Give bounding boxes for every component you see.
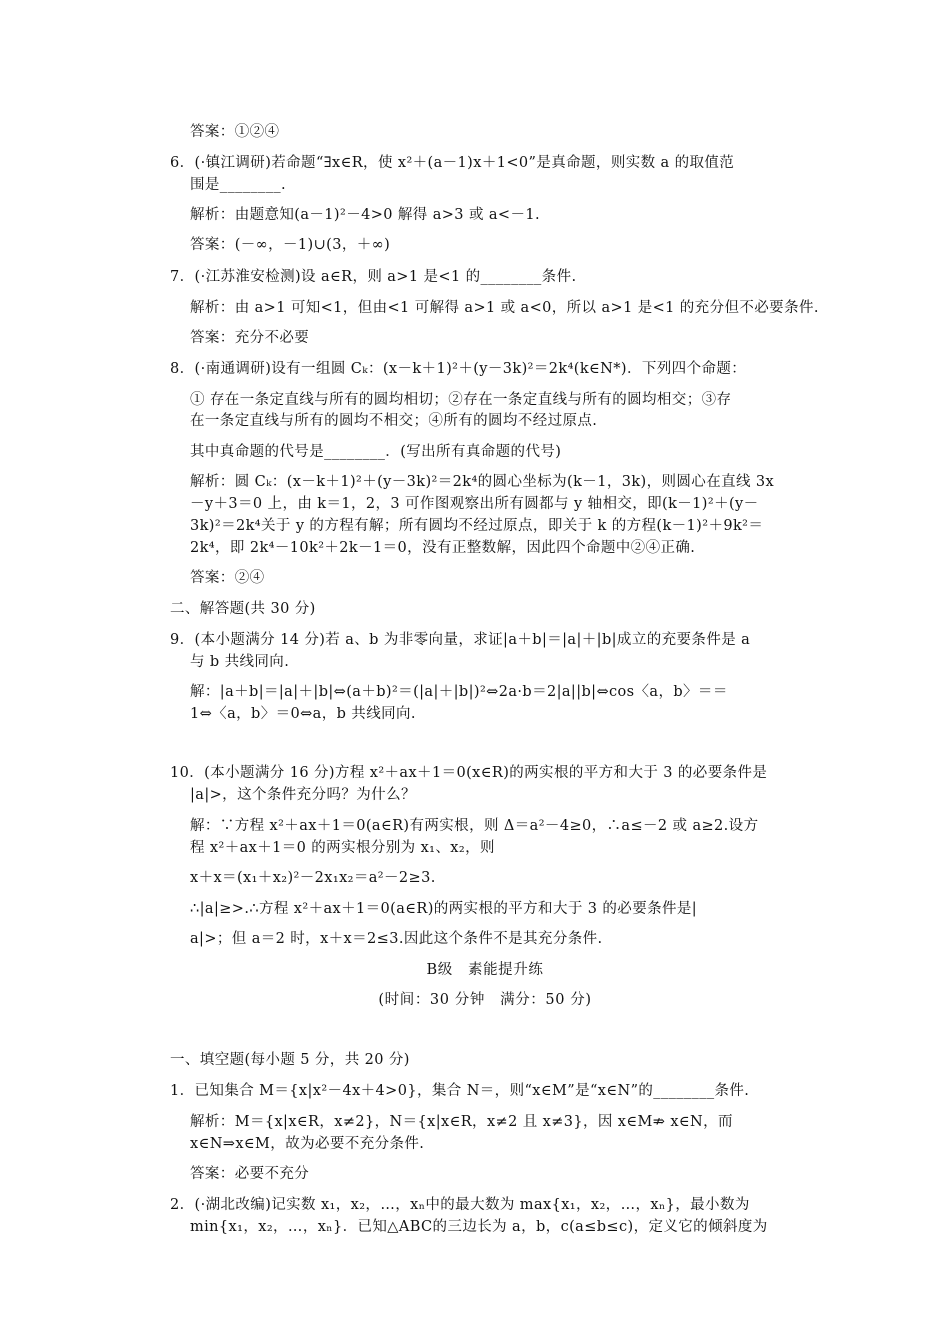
question-8-line-2: ① 存在一条定直线与所有的圆均相切；②存在一条定直线与所有的圆均相交；③存 bbox=[190, 392, 732, 408]
analysis-line: 解析：M＝{x|x∈R，x≠2}，N＝{x|x∈R，x≠2 且 x≠3}，因 x∈M⇏ x∈N，而 bbox=[190, 1114, 733, 1130]
answer-line: 答案：(－∞，－1)∪(3，＋∞) bbox=[190, 237, 391, 253]
section-b-time: (时间：30 分钟 满分：50 分) bbox=[378, 992, 592, 1008]
solution-line: ∴|a|≥>.∴方程 x²＋ax＋1＝0(a∈R)的两实根的平方和大于 3 的必要条件是| bbox=[190, 901, 698, 917]
solution-line: x＋x＝(x₁＋x₂)²－2x₁x₂＝a²－2≥3. bbox=[190, 870, 436, 886]
solution-line: 1⇔〈a，b〉＝0⇔a，b 共线同向. bbox=[190, 706, 416, 722]
question-7-line: 7．(·江苏淮安检测)设 a∈R，则 a>1 是<1 的________条件. bbox=[170, 269, 577, 285]
question-9-line-2: 与 b 共线同向. bbox=[190, 654, 290, 670]
section-heading: 一、填空题(每小题 5 分，共 20 分) bbox=[170, 1052, 410, 1068]
solution-line: 解：|a＋b|＝|a|＋|b|⇔(a＋b)²＝(|a|＋|b|)²⇔2a·b＝2|a||b|⇔cos〈a，b〉＝＝ bbox=[190, 684, 728, 700]
question-2-line-1: 2．(·湖北改编)记实数 x₁，x₂，…，xₙ中的最大数为 max{x₁，x₂，…，xₙ}，最小数为 bbox=[170, 1197, 750, 1213]
analysis-line: 解析：圆 Cₖ：(x－k＋1)²＋(y－3k)²＝2k⁴的圆心坐标为(k－1，3k)，则圆心在直线 3x bbox=[190, 474, 775, 490]
question-10-line-1: 10．(本小题满分 16 分)方程 x²＋ax＋1＝0(x∈R)的两实根的平方和大于 3 的必要条件是 bbox=[170, 765, 768, 781]
section-heading: 二、解答题(共 30 分) bbox=[170, 601, 316, 617]
solution-line: 程 x²＋ax＋1＝0 的两实根分别为 x₁、x₂，则 bbox=[190, 840, 495, 856]
answer-line: 答案：①②④ bbox=[190, 124, 280, 140]
question-1-line: 1．已知集合 M＝{x|x²－4x＋4>0}，集合 N＝，则“x∈M”是“x∈N”的________条件. bbox=[170, 1083, 750, 1099]
question-8-line-4: 其中真命题的代号是________．(写出所有真命题的代号) bbox=[190, 444, 562, 460]
question-8-line-3: 在一条定直线与所有的圆均不相交；④所有的圆均不经过原点. bbox=[190, 413, 598, 429]
analysis-line: x∈N⇒x∈M，故为必要不充分条件. bbox=[190, 1136, 425, 1152]
question-9-line-1: 9．(本小题满分 14 分)若 a、b 为非零向量，求证|a＋b|＝|a|＋|b|成立的充要条件是 a bbox=[170, 632, 751, 648]
analysis-line: －y＋3＝0 上，由 k＝1，2，3 可作图观察出所有圆都与 y 轴相交，即(k－1)²＋(y－ bbox=[190, 496, 759, 512]
question-6-line-1: 6．(·镇江调研)若命题“∃x∈R，使 x²＋(a－1)x＋1<0”是真命题，则实数 a 的取值范 bbox=[170, 155, 735, 171]
answer-line: 答案：必要不充分 bbox=[190, 1166, 310, 1182]
answer-line: 答案：②④ bbox=[190, 570, 265, 586]
question-2-line-2: min{x₁，x₂，…，xₙ}．已知△ABC的三边长为 a，b，c(a≤b≤c)，定义它的倾斜度为 bbox=[190, 1219, 768, 1235]
analysis-line: 3k)²＝2k⁴关于 y 的方程有解；所有圆均不经过原点，即关于 k 的方程(k－1)²＋9k²＝ bbox=[190, 518, 764, 534]
question-6-line-2: 围是________. bbox=[190, 177, 287, 193]
solution-line: 解：∵方程 x²＋ax＋1＝0(a∈R)有两实根，则 Δ＝a²－4≥0，∴a≤－2 或 a≥2.设方 bbox=[190, 818, 759, 834]
question-8-line-1: 8．(·南通调研)设有一组圆 Cₖ：(x－k＋1)²＋(y－3k)²＝2k⁴(k∈N*)．下列四个命题： bbox=[170, 361, 747, 377]
question-10-line-2: |a|>，这个条件充分吗？为什么？ bbox=[190, 787, 416, 803]
analysis-line: 解析：由题意知(a－1)²－4>0 解得 a>3 或 a<－1. bbox=[190, 207, 540, 223]
analysis-line: 解析：由 a>1 可知<1，但由<1 可解得 a>1 或 a<0，所以 a>1 是<1 的充分但不必要条件. bbox=[190, 300, 819, 316]
answer-line: 答案：充分不必要 bbox=[190, 330, 310, 346]
section-b-title: B级 素能提升练 bbox=[426, 962, 544, 978]
analysis-line: 2k⁴，即 2k⁴－10k²＋2k－1＝0，没有正整数解，因此四个命题中②④正确. bbox=[190, 540, 696, 556]
solution-line: a|>；但 a＝2 时，x＋x＝2≤3.因此这个条件不是其充分条件. bbox=[190, 931, 603, 947]
